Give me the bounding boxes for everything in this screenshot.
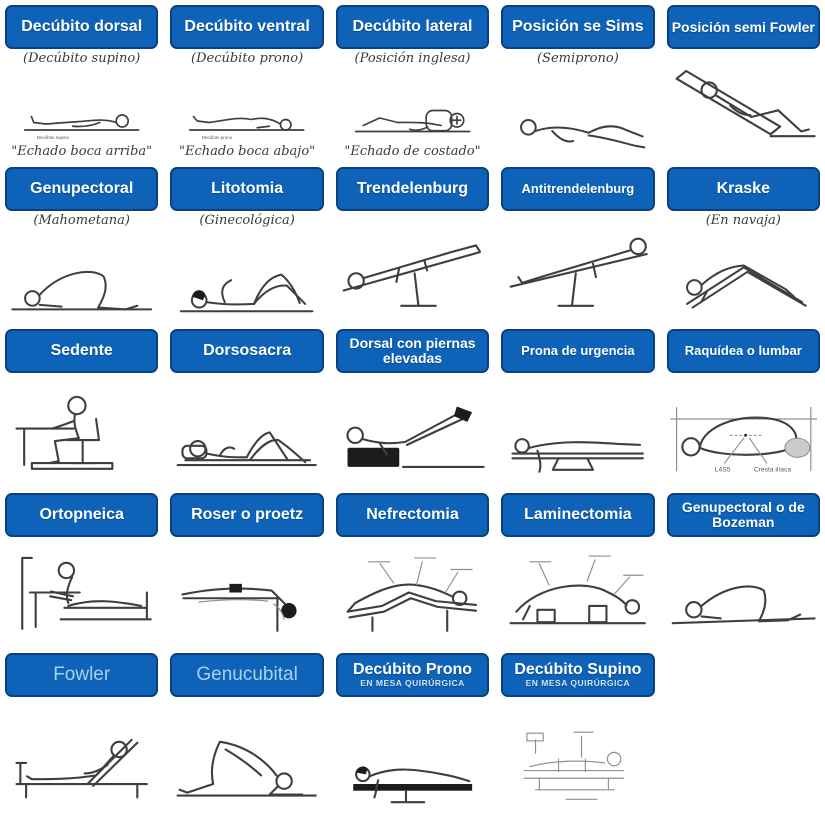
prone-arched-supports-illustration bbox=[501, 537, 654, 648]
position-caption: "Echado boca abajo" bbox=[179, 144, 316, 159]
position-label: Raquídea o lumbar bbox=[684, 343, 802, 359]
position-label-button bbox=[5, 167, 158, 211]
position-label: Decúbito ventral bbox=[184, 17, 310, 35]
position-label: Genupectoral o de Bozeman bbox=[681, 499, 805, 530]
position-label: Genucubital bbox=[196, 663, 298, 685]
card-litotomia bbox=[170, 167, 323, 324]
position-subtitle: (Mahometana) bbox=[33, 213, 130, 228]
position-caption: "Echado boca arriba" bbox=[11, 144, 153, 159]
position-label: Decúbito lateral bbox=[352, 17, 473, 35]
lithotomy-figure-illustration bbox=[170, 229, 323, 324]
row-4 bbox=[0, 488, 825, 648]
supine-lying-figure-illustration bbox=[5, 67, 158, 145]
curled-side-lying-puncture-illustration bbox=[667, 373, 820, 488]
position-label: Litotomia bbox=[211, 179, 284, 197]
card-genucubital bbox=[170, 653, 323, 825]
card-decubito-prono-mesa bbox=[336, 653, 489, 825]
card-laminectomia bbox=[501, 493, 654, 648]
position-label: Dorsal con piernas elevadas bbox=[349, 335, 476, 366]
prone-on-narrow-table-illustration bbox=[501, 373, 654, 488]
card-genupectoral bbox=[5, 167, 158, 324]
card-dorsal-piernas-elevadas bbox=[336, 329, 489, 488]
position-label: Decúbito dorsal bbox=[21, 17, 143, 35]
position-label-button bbox=[5, 329, 158, 373]
card-dorsosacra bbox=[170, 329, 323, 488]
jackknife-figure-illustration bbox=[667, 229, 820, 324]
card-antitrendelenburg bbox=[501, 167, 654, 324]
card-decubito-ventral bbox=[170, 5, 323, 162]
row-1 bbox=[0, 0, 825, 162]
position-label-button bbox=[501, 653, 654, 697]
position-label-button bbox=[501, 493, 654, 537]
position-label: Nefrectomia bbox=[366, 505, 459, 523]
position-label-button bbox=[170, 329, 323, 373]
position-subtitle: (En navaja) bbox=[705, 213, 781, 228]
supine-legs-elevated-illustration bbox=[336, 373, 489, 488]
supine-knees-flexed-illustration bbox=[170, 373, 323, 488]
card-prona-de-urgencia bbox=[501, 329, 654, 488]
position-label: Kraske bbox=[716, 179, 770, 197]
position-label-button bbox=[667, 329, 820, 373]
card-fowler bbox=[5, 653, 158, 825]
row-5 bbox=[0, 648, 825, 825]
card-kraske bbox=[667, 167, 820, 324]
drawing-label: Decúbito prono bbox=[202, 135, 233, 140]
card-roser-o-proetz bbox=[170, 493, 323, 648]
supine-on-surgical-table-diagram bbox=[501, 697, 654, 825]
position-label: Posición se Sims bbox=[512, 17, 644, 35]
position-label-button bbox=[336, 329, 489, 373]
position-label-button bbox=[5, 653, 158, 697]
position-label-button bbox=[336, 493, 489, 537]
position-caption: "Echado de costado" bbox=[344, 144, 481, 159]
position-label-button bbox=[667, 167, 820, 211]
side-lying-figure-illustration bbox=[336, 67, 489, 145]
position-sublabel: EN MESA QUIRÚRGICA bbox=[525, 678, 631, 689]
position-label-button bbox=[170, 5, 323, 49]
position-label-button bbox=[501, 5, 654, 49]
position-subtitle: (Semiprono) bbox=[536, 51, 619, 66]
empty-cell bbox=[667, 653, 820, 825]
position-label-button bbox=[336, 167, 489, 211]
position-label-button bbox=[667, 5, 820, 49]
semiprone-sims-figure-illustration bbox=[501, 67, 654, 162]
position-label: Genupectoral bbox=[30, 179, 134, 197]
position-label-button bbox=[170, 167, 323, 211]
annotation-cresta-iliaca: Cresta ilíaca bbox=[753, 466, 791, 474]
card-posicion-semi-fowler bbox=[667, 5, 820, 162]
position-label: Antitrendelenburg bbox=[521, 181, 635, 197]
position-subtitle: (Posición inglesa) bbox=[354, 51, 471, 66]
card-trendelenburg bbox=[336, 167, 489, 324]
position-sublabel: EN MESA QUIRÚRGICA bbox=[360, 678, 465, 689]
card-sedente bbox=[5, 329, 158, 488]
position-label-button bbox=[501, 167, 654, 211]
position-label: Decúbito Supino bbox=[514, 660, 642, 678]
prone-lying-figure-illustration bbox=[170, 67, 323, 145]
card-ortopneica bbox=[5, 493, 158, 648]
sitting-leaning-on-table-illustration bbox=[5, 537, 158, 648]
card-decubito-lateral bbox=[336, 5, 489, 162]
position-label-button bbox=[336, 653, 489, 697]
row-2 bbox=[0, 162, 825, 324]
position-label: Ortopneica bbox=[39, 505, 124, 523]
position-label-button bbox=[170, 653, 323, 697]
position-label: Laminectomia bbox=[524, 505, 632, 523]
flexed-table-kidney-illustration bbox=[336, 537, 489, 648]
row-3 bbox=[0, 324, 825, 488]
tilted-table-head-down-illustration bbox=[336, 211, 489, 324]
position-subtitle: (Ginecológica) bbox=[199, 213, 295, 228]
position-label-button bbox=[170, 493, 323, 537]
position-subtitle: (Decúbito supino) bbox=[23, 51, 141, 66]
position-label: Decúbito Prono bbox=[352, 660, 473, 678]
knee-chest-bozeman-illustration bbox=[667, 537, 820, 648]
position-label: Fowler bbox=[53, 663, 111, 685]
position-label: Roser o proetz bbox=[191, 505, 304, 523]
card-posicion-de-sims bbox=[501, 5, 654, 162]
position-label: Prona de urgencia bbox=[521, 343, 635, 359]
card-nefrectomia bbox=[336, 493, 489, 648]
position-label-button bbox=[501, 329, 654, 373]
position-label: Trendelenburg bbox=[356, 179, 469, 197]
reclined-on-incline-figure-illustration bbox=[667, 49, 820, 162]
supine-head-hanging-illustration bbox=[170, 537, 323, 648]
prone-on-surgical-table-illustration bbox=[336, 697, 489, 825]
position-label-button bbox=[5, 493, 158, 537]
annotation-l4s5: L4S5 bbox=[714, 466, 731, 474]
card-decubito-supino-mesa bbox=[501, 653, 654, 825]
card-decubito-dorsal bbox=[5, 5, 158, 162]
drawing-label: Decúbito supino bbox=[36, 135, 69, 140]
knee-elbow-illustration bbox=[170, 697, 323, 825]
sitting-up-in-bed-illustration bbox=[5, 697, 158, 825]
position-label: Posición semi Fowler bbox=[671, 18, 815, 35]
card-raquidea-o-lumbar bbox=[667, 329, 820, 488]
position-label-button bbox=[667, 493, 820, 537]
position-label-button bbox=[5, 5, 158, 49]
position-label: Dorsosacra bbox=[203, 341, 292, 359]
knee-chest-figure-illustration bbox=[5, 229, 158, 324]
seated-at-desk-illustration bbox=[5, 373, 158, 488]
tilted-table-head-up-illustration bbox=[501, 211, 654, 324]
position-subtitle: (Decúbito prono) bbox=[191, 51, 304, 66]
position-label: Sedente bbox=[50, 341, 113, 359]
position-label-button bbox=[336, 5, 489, 49]
card-genupectoral-bozeman bbox=[667, 493, 820, 648]
